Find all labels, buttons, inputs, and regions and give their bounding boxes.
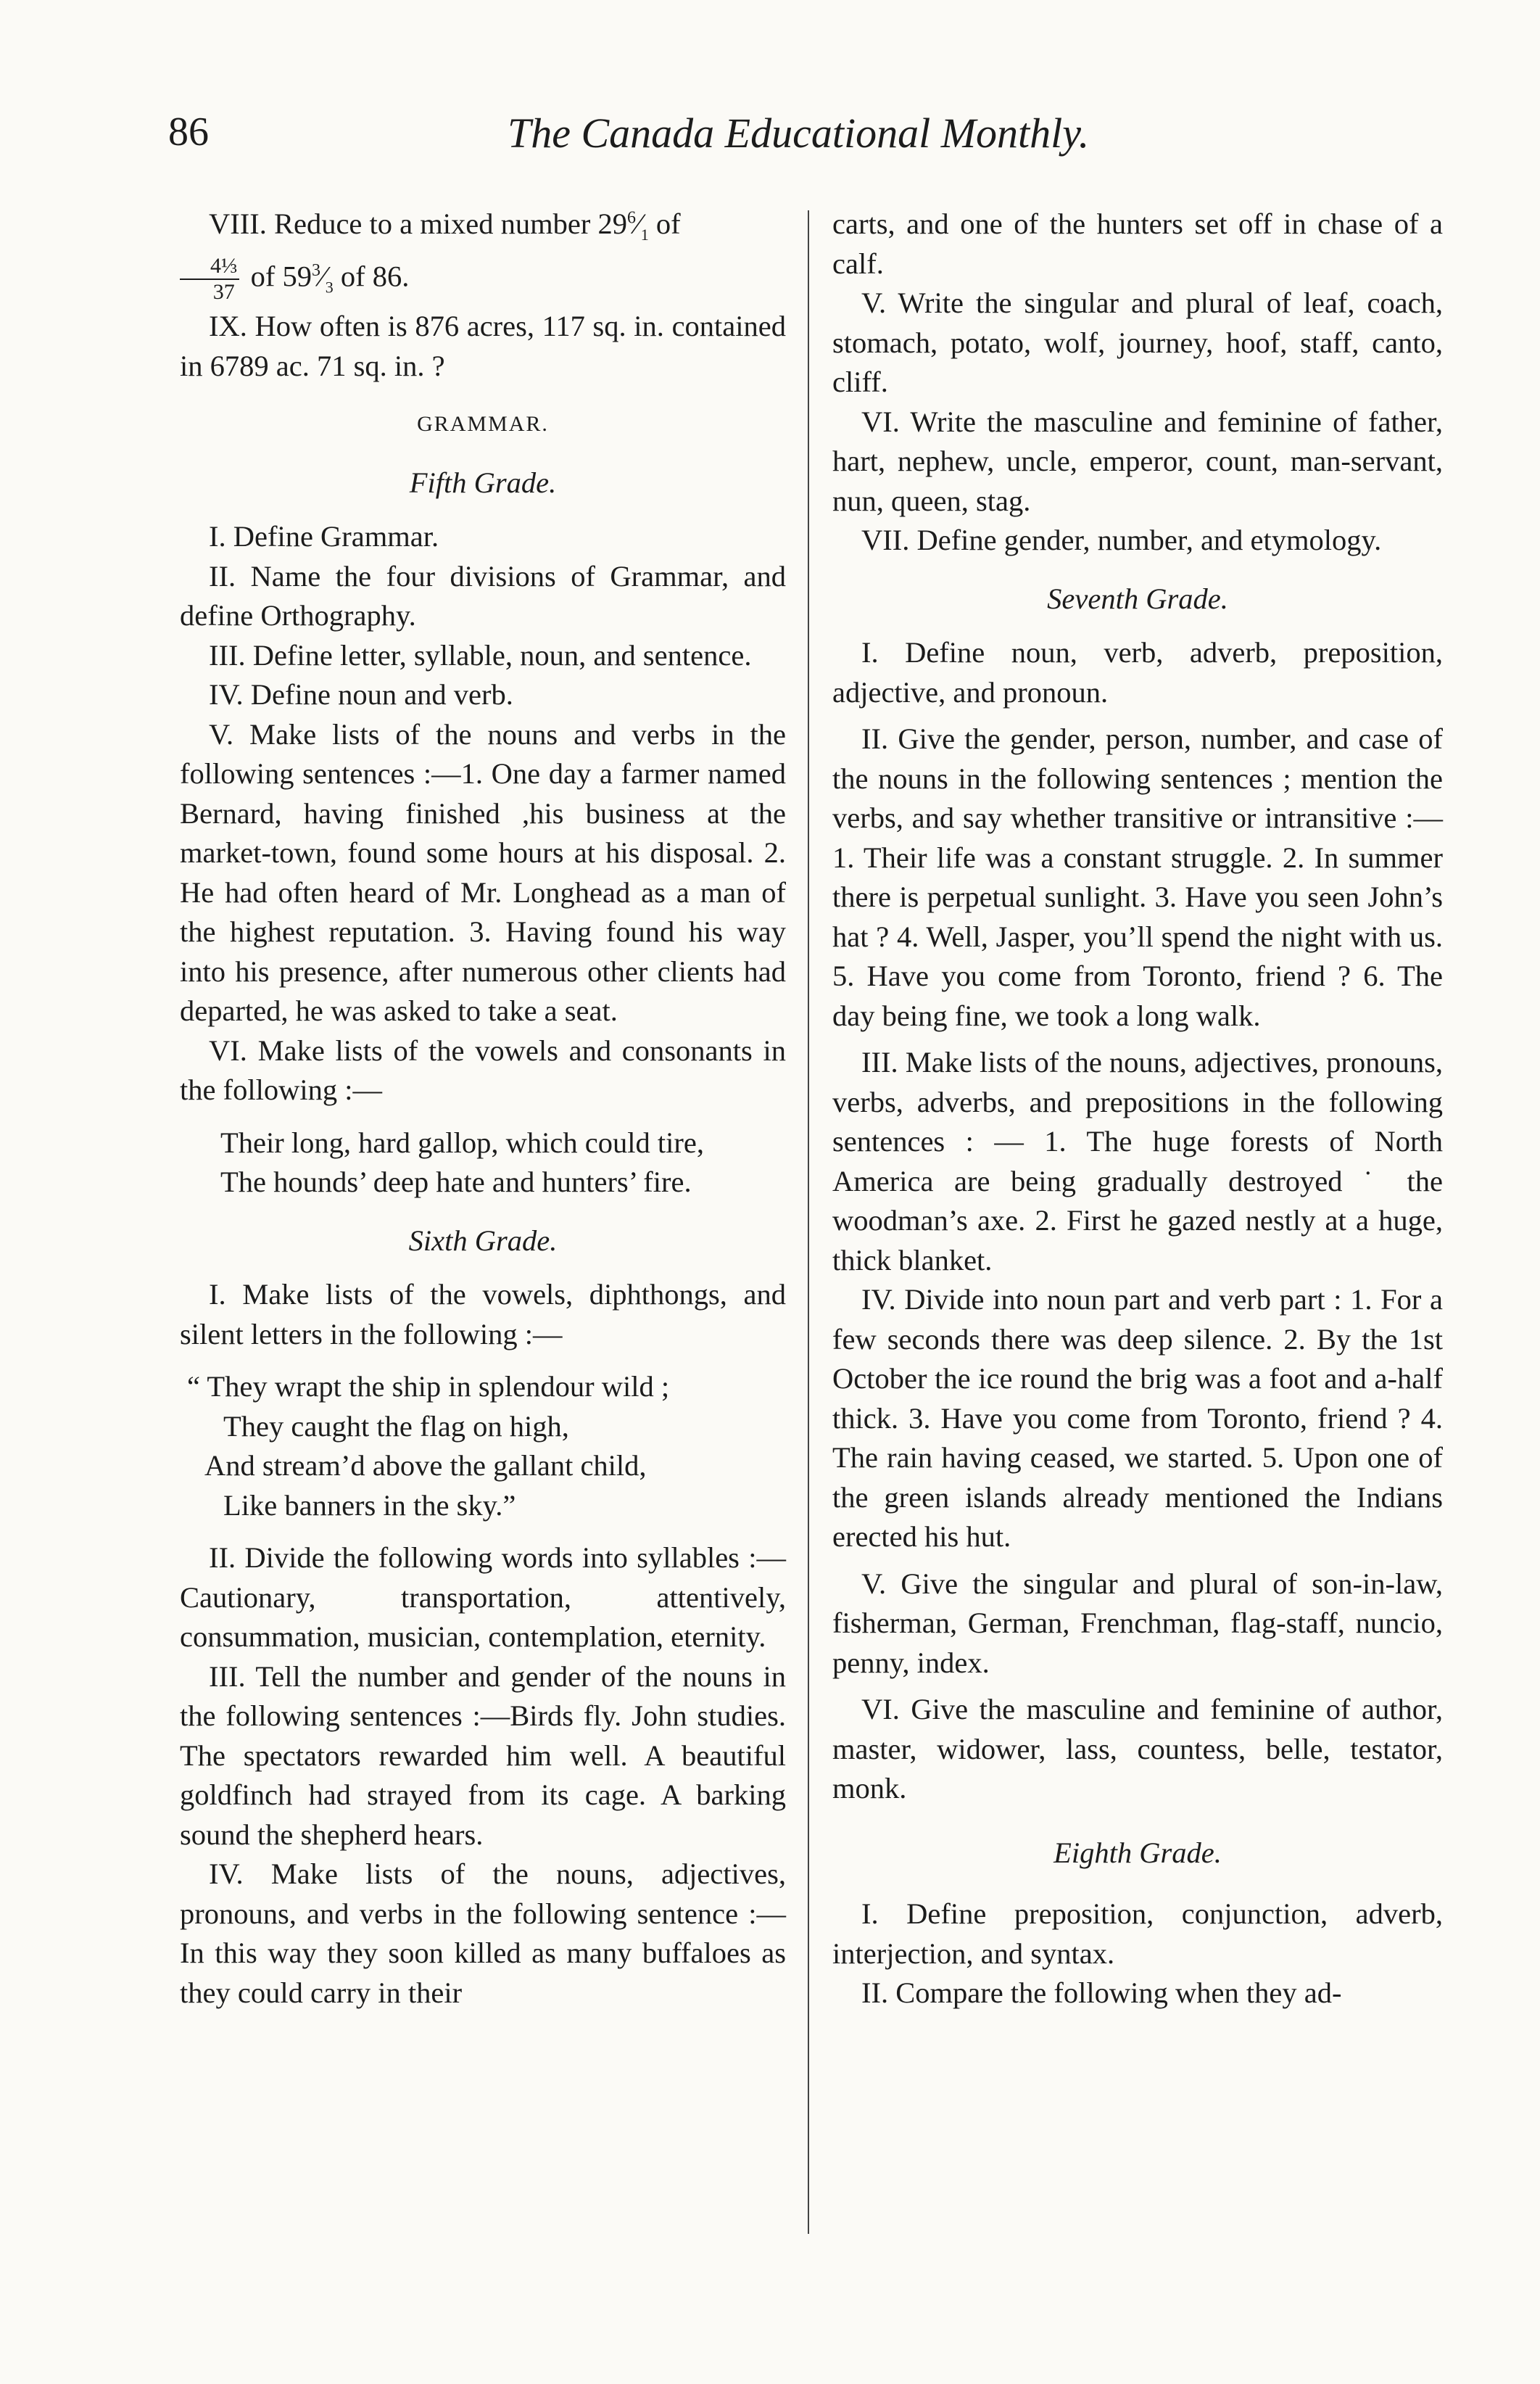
verse-line: Their long, hard gallop, which could tire, [220,1126,704,1159]
g8-question-ii: II. Compare the following when they ad- [861,1976,1342,2009]
heading-eighth-grade: Eighth Grade. [1053,1836,1222,1869]
question-viii: VIII. Reduce to a mixed number $29^6⁄_1$ of $\frac{\text{4⅓}}{37}$ of $59^3⁄_3$ of 86. [180,205,786,307]
g5-question-iv: IV. Define noun and verb. [209,678,513,712]
g7-question-i: I. Define noun, verb, adverb, preposition, adjective, and pronoun. [832,636,1443,709]
g5-question-i: I. Define Grammar. [209,520,439,553]
continuation-text: carts, and one of the hunters set off in chase of a calf. [832,207,1443,280]
heading-sixth-grade: Sixth Grade. [408,1224,558,1257]
verse-line: Like banners in the sky.” [223,1488,516,1522]
g6-question-ii: II. Divide the following words into syllables :—Cautionary, transportation, attentively, consummation, musician, contemplation, eternity. [180,1541,786,1654]
g6-question-v: V. Write the singular and plural of leaf, coach, stomach, potato, wolf, journey, hoof, staff, canto, cliff. [832,286,1443,398]
question-ix: IX. How often is 876 acres, 117 sq. in. contained in 6789 ac. 71 sq. in. ? [180,310,786,382]
g5-question-iii: III. Define letter, syllable, noun, and sentence. [209,638,752,672]
g6-question-i: I. Make lists of the vowels, diphthongs, and silent letters in the following :— [180,1278,786,1350]
g6-question-iii: III. Tell the number and gender of the nouns in the following sentences :—Birds fly. John studies. The spectators rewarded him well. A beautiful goldfinch had strayed from its cage. A barking sound the shepherd hears. [180,1659,786,1851]
verse-line: The hounds’ deep hate and hunters’ fire. [220,1166,692,1199]
heading-seventh-grade: Seventh Grade. [1047,582,1228,615]
left-column [180,205,786,2013]
page-number: 86 [168,110,209,154]
section-heading-grammar: GRAMMAR. [417,412,549,437]
verse-quote-1 [220,1123,786,1203]
right-column [832,205,1443,2013]
g7-question-iv: IV. Divide into noun part and verb part : 1. For a few seconds there was deep silence. 2. By the 1st October the ice round the brig was a foot and a-half thick. 3. Have you come from Toronto, friend ? 4. The rain having ceased, we started. 5. Upon one of the green islands already mentioned the Indians erected his hut. [832,1283,1443,1553]
g7-question-vi: VI. Give the masculine and feminine of author, master, widower, lass, countess, belle, testator, monk. [832,1693,1443,1805]
g5-question-vi: VI. Make lists of the vowels and consonants in the following :— [180,1034,786,1107]
g7-question-iii: III. Make lists of the nouns, adjectives, pronouns, verbs, adverbs, and prepositions in the following sentences : — 1. The huge forests of North America are being gradually destroyed ˙ the woodman’s axe. 2. First he gazed nestly at a huge, thick blanket. [832,1046,1443,1276]
g6-question-vii: VII. Define gender, number, and etymology. [861,524,1382,556]
g6-question-iv: IV. Make lists of the nouns, adjectives, pronouns, and verbs in the following sentence :—In this way they soon killed as many buffaloes as they could carry in their [180,1857,786,2009]
page-header [0,109,1540,167]
g8-question-i: I. Define preposition, conjunction, adverb, interjection, and syntax. [832,1897,1443,1970]
verse-line: They caught the flag on high, [223,1409,569,1443]
verse-quote-2 [187,1367,786,1525]
g6-question-vi: VI. Write the masculine and feminine of father, hart, nephew, uncle, emperor, count, man-servant, nun, queen, stag. [832,405,1443,517]
g7-question-ii: II. Give the gender, person, number, and case of the nouns in the following sentences ; mention the verbs, and say whether transitive or intransitive :—1. Their life was a constant struggle. 2. In summer there is perpetual sunlight. 3. Have you seen John’s hat ? 4. Well, Jasper, you’ll spend the night with us. 5. Have you come from Toronto, friend ? 6. The day being fine, we took a long walk. [832,722,1443,1032]
running-title: The Canada Educational Monthly. [508,110,1090,157]
column-divider [808,210,809,2234]
g5-question-ii: II. Name the four divisions of Grammar, and define Orthography. [180,559,786,632]
fraction: $\frac{\text{4⅓}}{37}$ [180,255,239,303]
verse-line: “ They wrapt the ship in splendour wild ; [187,1370,670,1403]
g7-question-v: V. Give the singular and plural of son-in-law, fisherman, German, Frenchman, flag-staff, nuncio, penny, index. [832,1567,1443,1679]
heading-fifth-grade: Fifth Grade. [409,466,557,499]
g5-question-v: V. Make lists of the nouns and verbs in the following sentences :—1. One day a farmer named Bernard, having finished ,his business at the market-town, found some hours at his disposal. 2. He had often heard of Mr. Longhead as a man of the highest reputation. 3. Having found his way into his presence, after numerous other clients had departed, he was asked to take a seat. [180,717,786,1028]
verse-line: And stream’d above the gallant child, [204,1449,647,1482]
